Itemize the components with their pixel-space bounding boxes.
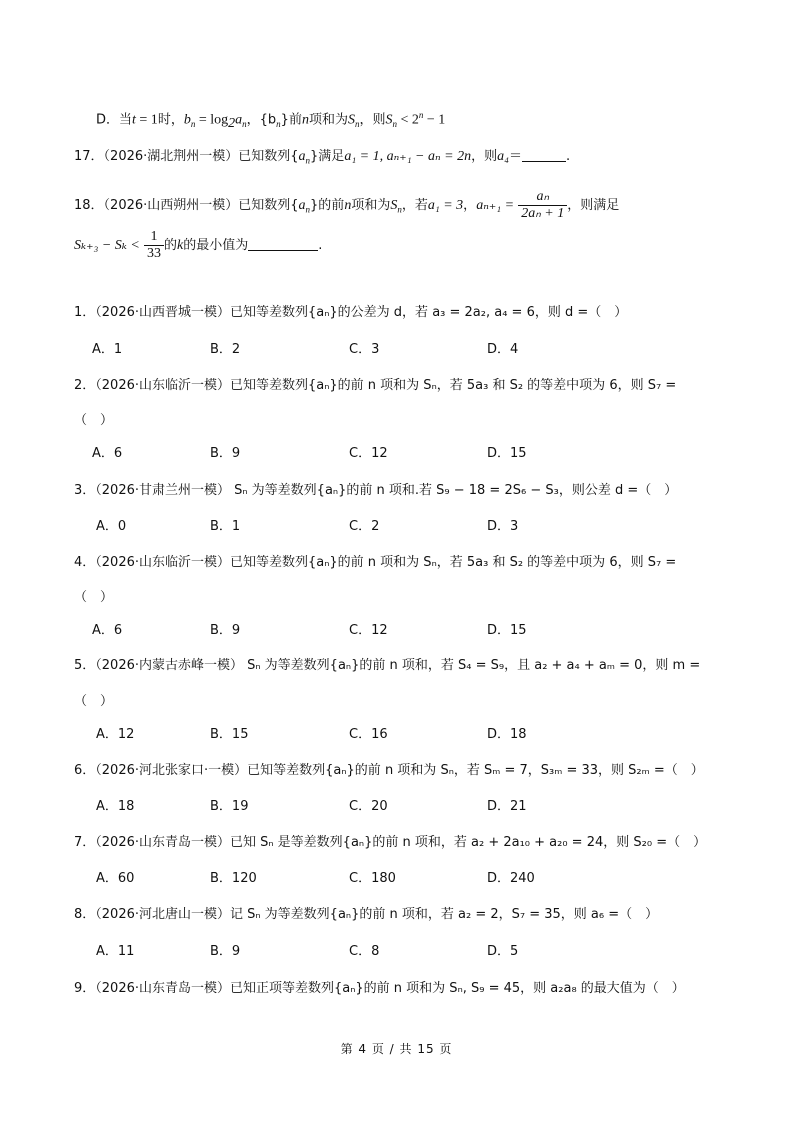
question-stem: 6．（2026·河北张家口·一模）已知等差数列{aₙ}的前 n 项和为 Sₙ，若 Sₘ = 7，S₃ₘ = 33，则 S₂ₘ =（ ） bbox=[74, 763, 704, 778]
option-a[interactable]: A．6 bbox=[92, 623, 123, 638]
recurrence-fraction: $\frac{\text{aₙ}}{\text{2aₙ + 1}}$ bbox=[518, 189, 567, 222]
option-d-line: D．当t = 1时，$b_n = \log_2a_n$，$\{b_n\}$前n项和为$S_n$，则$S_n < 2^n - 1$ bbox=[96, 110, 446, 131]
question-stem: 5．（2026·内蒙古赤峰一模） Sₙ 为等差数列{aₙ}的前 n 项和，若 S₄ = S₉，且 a₂ + a₄ + aₘ = 0，则 m = bbox=[74, 658, 701, 673]
question-stem: 7．（2026·山东青岛一模）已知 Sₙ 是等差数列{aₙ}的前 n 项和，若 a₂ + 2a₁₀ + a₂₀ = 24，则 S₂₀ =（ ） bbox=[74, 835, 707, 850]
question-18: 18．（2026·山西朔州一模）已知数列$\{a_n\}$的前n项和为$S_n$，若a₁ = 3，aₙ₊₁ = $\frac{\text{aₙ}}{\text{2aₙ + 1}}$ ，则满足 bbox=[74, 189, 620, 221]
option-d[interactable]: D．18 bbox=[487, 727, 527, 742]
option-a[interactable]: A．11 bbox=[96, 944, 135, 959]
question-18-condition: Sₖ₊₃ − Sₖ < $\frac{1}{33}$ 的k的最小值为 . bbox=[74, 229, 323, 261]
question-17: 17．（2026·湖北荆州一模）已知数列$\{a_n\}$满足a₁ = 1, aₙ₊₁ − aₙ = 2n，则a₄＝ . bbox=[74, 149, 571, 166]
question-stem: 3．（2026·甘肃兰州一模） Sₙ 为等差数列{aₙ}的前 n 项和.若 S₉ − 18 = 2S₆ − S₃，则公差 d =（ ） bbox=[74, 483, 678, 498]
answer-blank[interactable] bbox=[248, 236, 318, 251]
option-b[interactable]: B．2 bbox=[210, 342, 241, 357]
option-c[interactable]: C．12 bbox=[349, 623, 388, 638]
option-d[interactable]: D．21 bbox=[487, 799, 527, 814]
option-a[interactable]: A．1 bbox=[92, 342, 123, 357]
question-stem: 9．（2026·山东青岛一模）已知正项等差数列{aₙ}的前 n 项和为 Sₙ, S₉ = 45，则 a₂a₈ 的最大值为（ ） bbox=[74, 981, 685, 996]
option-b[interactable]: B．9 bbox=[210, 623, 241, 638]
option-a[interactable]: A．0 bbox=[96, 519, 127, 534]
option-d[interactable]: D．15 bbox=[487, 446, 527, 461]
option-c[interactable]: C．20 bbox=[349, 799, 388, 814]
option-d[interactable]: D．15 bbox=[487, 623, 527, 638]
option-b[interactable]: B．19 bbox=[210, 799, 249, 814]
option-b[interactable]: B．1 bbox=[210, 519, 241, 534]
option-c[interactable]: C．16 bbox=[349, 727, 388, 742]
option-c[interactable]: C．3 bbox=[349, 342, 380, 357]
option-a[interactable]: A．6 bbox=[92, 446, 123, 461]
option-a[interactable]: A．12 bbox=[96, 727, 135, 742]
question-stem: 4．（2026·山东临沂一模）已知等差数列{aₙ}的前 n 项和为 Sₙ，若 5a₃ 和 S₂ 的等差中项为 6，则 S₇ = bbox=[74, 555, 677, 570]
option-d[interactable]: D．3 bbox=[487, 519, 519, 534]
question-stem: 2．（2026·山东临沂一模）已知等差数列{aₙ}的前 n 项和为 Sₙ，若 5a₃ 和 S₂ 的等差中项为 6，则 S₇ = bbox=[74, 378, 677, 393]
page-footer: 第 4 页 / 共 15 页 bbox=[340, 1042, 453, 1056]
option-b[interactable]: B．9 bbox=[210, 446, 241, 461]
option-d[interactable]: D．240 bbox=[487, 871, 535, 886]
option-c[interactable]: C．8 bbox=[349, 944, 380, 959]
question-stem-cont: （ ） bbox=[74, 694, 114, 709]
question-stem: 8．（2026·河北唐山一模）记 Sₙ 为等差数列{aₙ}的前 n 项和，若 a₂ = 2，S₇ = 35，则 a₆ =（ ） bbox=[74, 907, 659, 922]
condition-fraction: $\frac{1}{33}$ bbox=[144, 229, 164, 262]
option-a[interactable]: A．18 bbox=[96, 799, 135, 814]
question-stem-cont: （ ） bbox=[74, 590, 114, 605]
question-stem: 1．（2026·山西晋城一模）已知等差数列{aₙ}的公差为 d，若 a₃ = 2a₂, a₄ = 6，则 d =（ ） bbox=[74, 305, 628, 320]
option-d[interactable]: D．5 bbox=[487, 944, 519, 959]
option-b[interactable]: B．15 bbox=[210, 727, 249, 742]
answer-blank[interactable] bbox=[522, 147, 566, 162]
option-c[interactable]: C．2 bbox=[349, 519, 380, 534]
option-b[interactable]: B．9 bbox=[210, 944, 241, 959]
question-stem-cont: （ ） bbox=[74, 413, 114, 428]
option-c[interactable]: C．180 bbox=[349, 871, 396, 886]
option-d[interactable]: D．4 bbox=[487, 342, 519, 357]
option-c[interactable]: C．12 bbox=[349, 446, 388, 461]
option-a[interactable]: A．60 bbox=[96, 871, 135, 886]
option-b[interactable]: B．120 bbox=[210, 871, 257, 886]
